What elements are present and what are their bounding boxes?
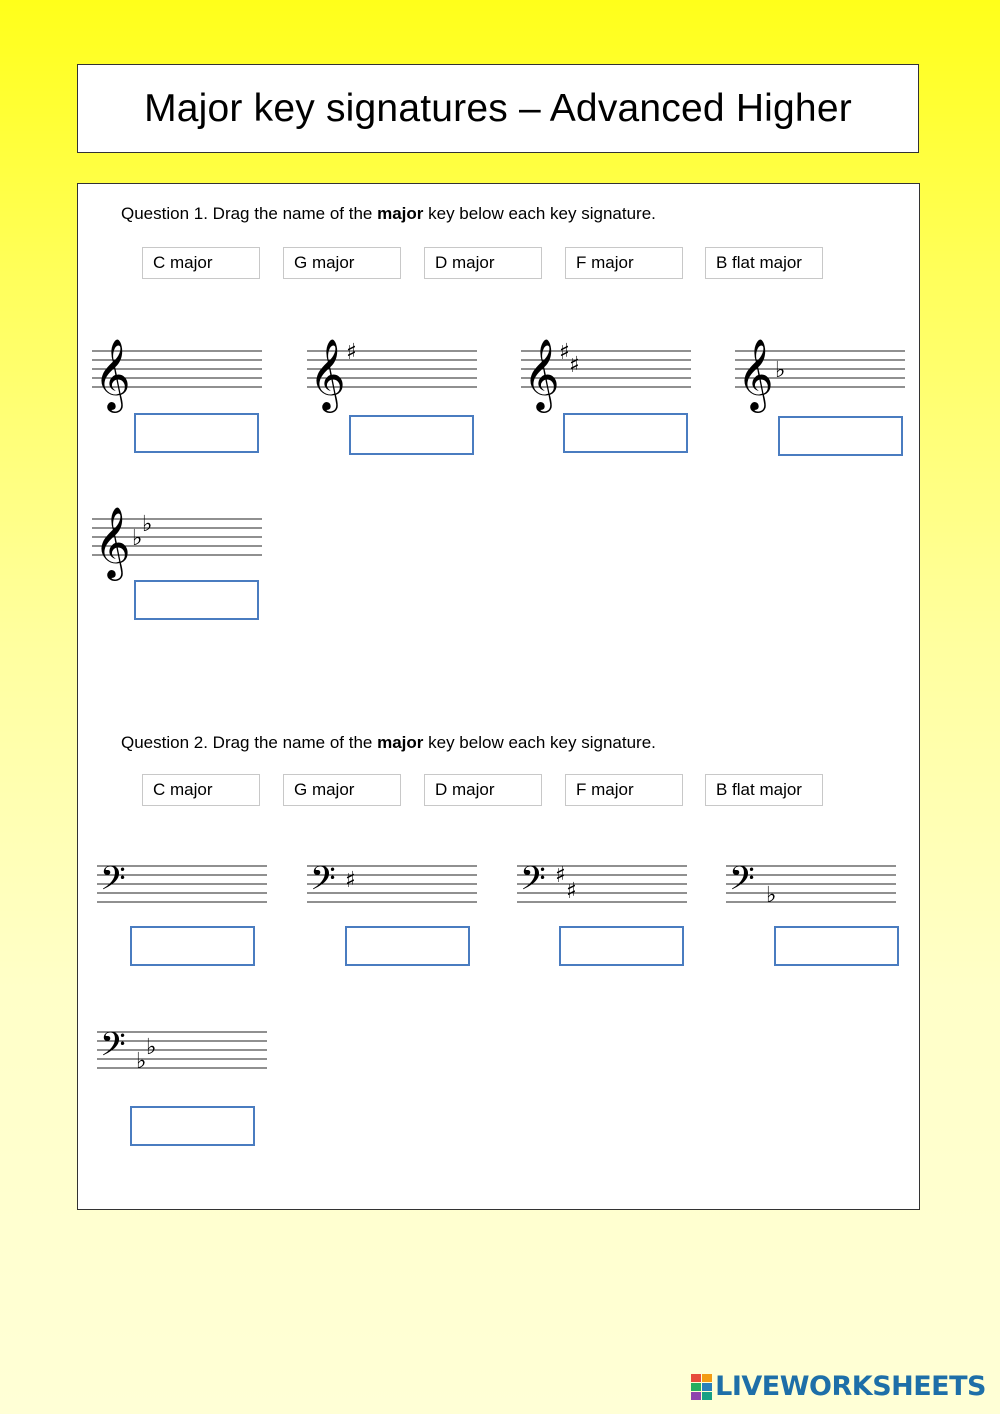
q1-staff-2 [307,331,477,411]
q1-staff-5 [92,499,262,579]
sharp-icon: ♯ [555,863,566,888]
title-box [77,64,919,153]
q1-staff-3 [521,331,691,411]
bass-clef-icon: 𝄢 [729,860,755,906]
q1-option-f-major[interactable]: F major [565,247,683,279]
sharp-icon: ♯ [566,879,577,904]
flat-icon: ♭ [766,883,777,908]
question-2-instruction: Question 2. Drag the name of the major key below each key signature. [121,733,656,752]
q1-drop-zone-5[interactable] [134,580,259,620]
brand-name: LIVEWORKSHEETS [715,1371,986,1402]
q2-option-g-major[interactable]: G major [283,774,401,806]
footer-branding [691,1371,986,1402]
q1-option-b-flat-major[interactable]: B flat major [705,247,823,279]
q1-staff-4 [735,331,905,411]
q1-staff-1 [92,331,262,411]
q1-drop-zone-3[interactable] [563,413,688,453]
q1-drop-zone-1[interactable] [134,413,259,453]
liveworksheets-logo-icon [691,1374,713,1400]
bass-clef-icon: 𝄢 [100,1026,126,1072]
q2-staff-4 [726,854,896,914]
sharp-icon: ♯ [559,340,570,365]
treble-clef-icon: 𝄞 [94,337,131,410]
page-title: Major key signatures – Advanced Higher [144,86,852,130]
treble-clef-icon: 𝄞 [94,505,131,578]
q2-option-c-major[interactable]: C major [142,774,260,806]
flat-icon: ♭ [132,526,143,551]
q2-drop-zone-5[interactable] [130,1106,255,1146]
q2-drop-zone-1[interactable] [130,926,255,966]
question-1-instruction: Question 1. Drag the name of the major key below each key signature. [121,204,656,223]
bass-clef-icon: 𝄢 [310,860,336,906]
q1-option-d-major[interactable]: D major [424,247,542,279]
q2-drop-zone-2[interactable] [345,926,470,966]
sharp-icon: ♯ [345,868,356,893]
flat-icon: ♭ [775,358,786,383]
flat-icon: ♭ [136,1049,147,1074]
flat-icon: ♭ [146,1035,157,1060]
treble-clef-icon: 𝄞 [523,337,560,410]
bass-clef-icon: 𝄢 [520,860,546,906]
q2-drop-zone-3[interactable] [559,926,684,966]
q2-option-b-flat-major[interactable]: B flat major [705,774,823,806]
treble-clef-icon: 𝄞 [737,337,774,410]
bass-clef-icon: 𝄢 [100,860,126,906]
q2-staff-1 [97,854,267,914]
worksheet-panel [77,183,920,1210]
q2-staff-2 [307,854,477,914]
q1-drop-zone-2[interactable] [349,415,474,455]
q1-option-c-major[interactable]: C major [142,247,260,279]
q2-staff-3 [517,854,687,914]
treble-clef-icon: 𝄞 [309,337,346,410]
flat-icon: ♭ [142,512,153,537]
q2-staff-5 [97,1020,267,1080]
q1-option-g-major[interactable]: G major [283,247,401,279]
q2-option-d-major[interactable]: D major [424,774,542,806]
q2-drop-zone-4[interactable] [774,926,899,966]
q1-drop-zone-4[interactable] [778,416,903,456]
sharp-icon: ♯ [346,340,357,365]
q2-option-f-major[interactable]: F major [565,774,683,806]
sharp-icon: ♯ [569,353,580,378]
